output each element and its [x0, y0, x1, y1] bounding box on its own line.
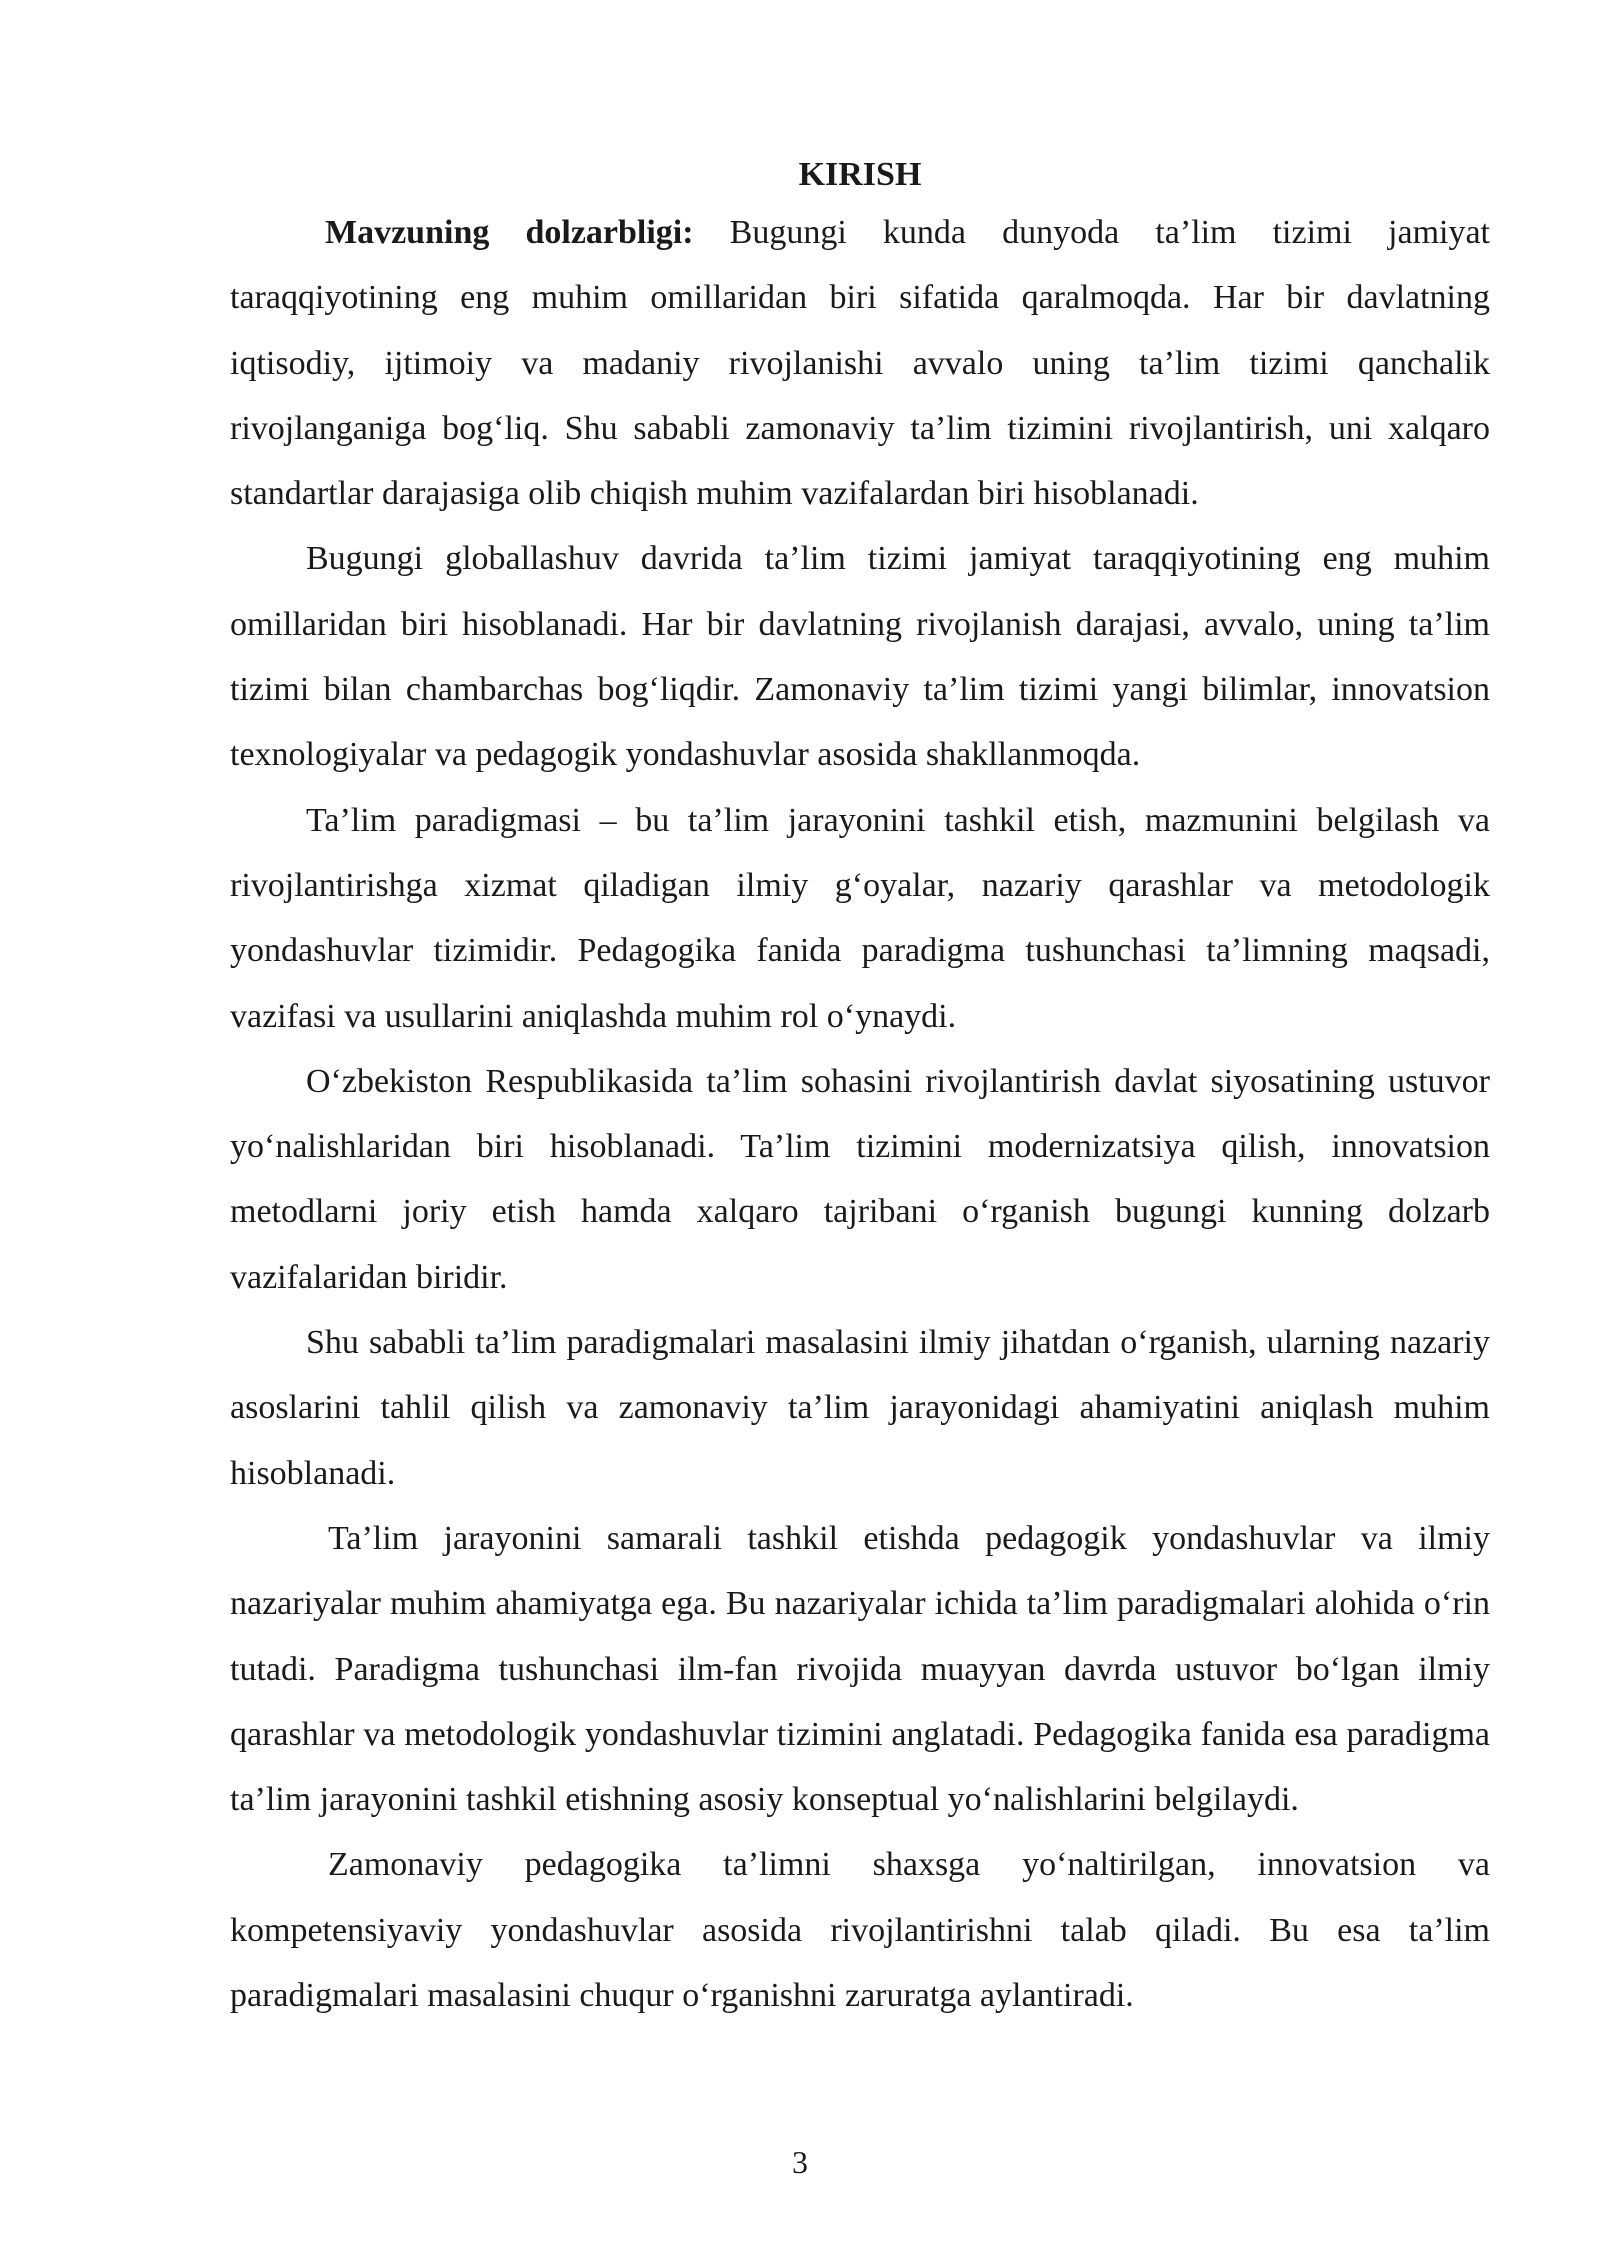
page-number: 3 — [792, 2144, 808, 2180]
section-heading: KIRISH — [798, 156, 922, 193]
paragraph-3: O‘zbekiston Respublikasida ta’lim sohasini rivojlantirish davlat siyosatining ustuvor yo‘nalishlaridan biri hisoblanadi. Ta’lim tizimini modernizatsiya qilish, innovatsion metodlarni joriy etish hamda xalqaro tajribani o‘rganish bugungi kunning dolzarb vazifalaridan biridir. — [230, 1062, 1490, 1296]
intro-lead: Mavzuning dolzarbligi: — [325, 214, 694, 251]
paragraph-1: Bugungi globallashuv davrida ta’lim tizimi jamiyat taraqqiyotining eng muhim omillaridan biri hisoblanadi. Har bir davlatning rivojlanish darajasi, avvalo, uning ta’lim tizimi bilan chambarchas bog‘liqdir. Zamonaviy ta’lim tizimi yangi bilimlar, innovatsion texnologiyalar va pedagogik yondashuvlar asosida shakllanmoqda. — [230, 540, 1490, 774]
paragraph-4: Shu sababli ta’lim paradigmalari masalasini ilmiy jihatdan o‘rganish, ularning nazariy asoslarini tahlil qilish va zamonaviy ta’lim jarayonidagi ahamiyatini aniqlash muhim hisoblanadi. — [230, 1324, 1490, 1492]
document-page — [230, 150, 1490, 2028]
paragraph-5: Ta’lim jarayonini samarali tashkil etishda pedagogik yondashuvlar va ilmiy nazariyalar muhim ahamiyatga ega. Bu nazariyalar ichida ta’lim paradigmalari alohida o‘rin tutadi. Paradigma tushunchasi ilm-fan rivojida muayyan davrda ustuvor bo‘lgan ilmiy qarashlar va metodologik yondashuvlar tizimini anglatadi. Pedagogika fanida esa paradigma ta’lim jarayonini tashkil etishning asosiy konseptual yo‘nalishlarini belgilaydi. — [230, 1519, 1490, 1819]
paragraph-2: Ta’lim paradigmasi – bu ta’lim jarayonini tashkil etish, mazmunini belgilash va rivojlantirishga xizmat qiladigan ilmiy g‘oyalar, nazariy qarashlar va metodologik yondashuvlar tizimidir. Pedagogika fanida paradigma tushunchasi ta’limning maqsadi, vazifasi va usullarini aniqlashda muhim rol o‘ynaydi. — [230, 801, 1490, 1035]
intro-paragraph — [230, 200, 1490, 526]
intro-text: Bugungi kunda dunyoda ta’lim tizimi jamiyat taraqqiyotining eng muhim omillaridan biri sifatida qaralmoqda. Har bir davlatning iqtisodiy, ijtimoiy va madaniy rivojlanishi avvalo uning ta’lim tizimi qanchalik rivojlanganiga bog‘liq. Shu sababli zamonaviy ta’lim tizimini rivojlantirish, uni xalqaro standartlar darajasiga olib chiqish muhim vazifalardan biri hisoblanadi. — [230, 214, 1491, 513]
paragraph-6: Zamonaviy pedagogika ta’limni shaxsga yo‘naltirilgan, innovatsion va kompetensiyaviy yondashuvlar asosida rivojlantirishni talab qiladi. Bu esa ta’lim paradigmalari masalasini chuqur o‘rganishni zaruratga aylantiradi. — [230, 1846, 1490, 2015]
